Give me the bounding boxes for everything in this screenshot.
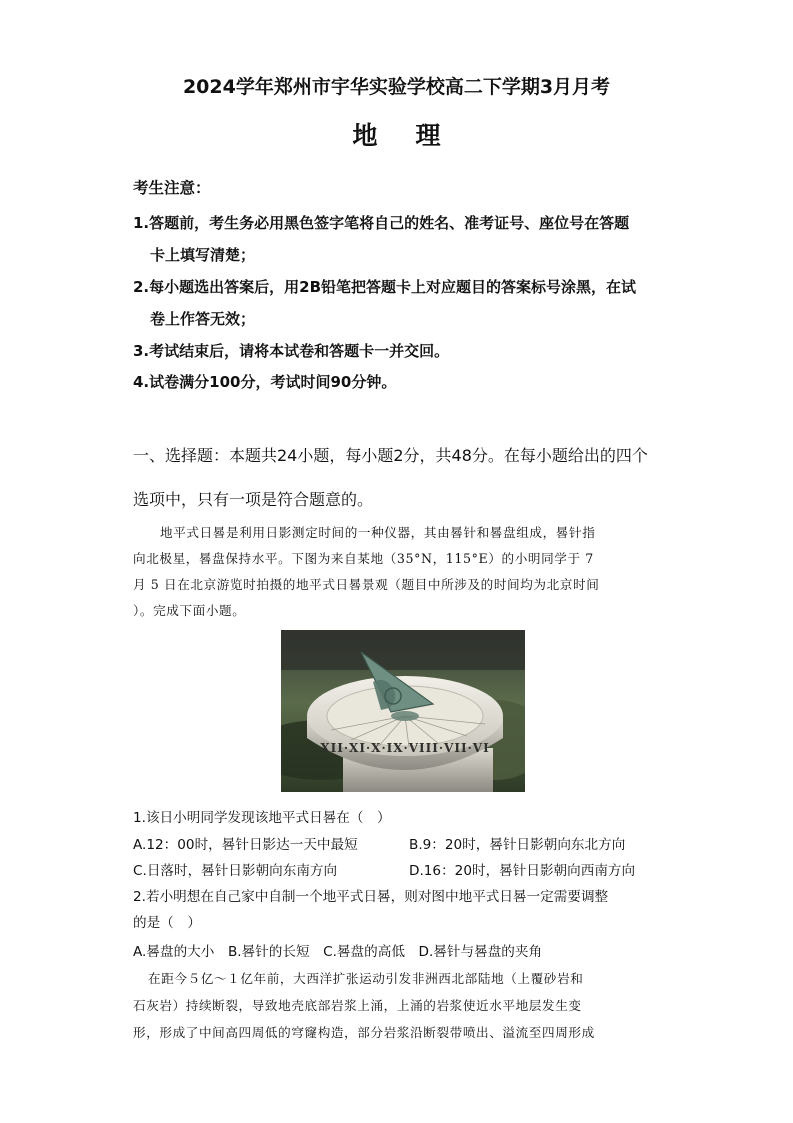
question-2-stem: 2.若小明想在自己家中自制一个地平式日晷，则对图中地平式日晷一定需要调整	[133, 889, 609, 905]
dial-numerals: XII·XI·X·IX·VIII·VII·VI	[320, 741, 490, 755]
section-heading: 一、选择题：本题共24小题，每小题2分，共48分。在每小题给出的四个	[133, 446, 648, 465]
sundial-photo	[281, 630, 525, 792]
notice-line: 1.答题前，考生务必用黑色签字笔将自己的姓名、准考证号、座位号在答题	[133, 214, 630, 232]
question-1-option-b: B.9：20时，晷针日影朝向东北方向	[409, 837, 626, 853]
question-2-stem-cont: 的是（ ）	[133, 915, 201, 931]
question-1-option-a: A.12：00时，晷针日影达一天中最短	[133, 837, 358, 853]
notice-heading: 考生注意：	[133, 179, 211, 197]
sundial-image	[281, 630, 525, 792]
passage-line: 在距今５亿～１亿年前，大西洋扩张运动引发非洲西北部陆地（上覆砂岩和	[148, 971, 584, 986]
passage-line: 月 5 日在北京游览时拍摄的地平式日晷景观（题目中所涉及的时间均为北京时间	[133, 577, 600, 592]
notice-line: 3.考试结束后，请将本试卷和答题卡一并交回。	[133, 342, 450, 360]
question-1-option-c: C.日落时，晷针日影朝向东南方向	[133, 863, 338, 879]
passage-line: 石灰岩）持续断裂，导致地壳底部岩浆上涌，上涌的岩浆使近水平地层发生变	[133, 998, 582, 1013]
passage-line: 地平式日晷是利用日影测定时间的一种仪器，其由晷针和晷盘组成，晷针指	[160, 525, 596, 540]
passage-line: ）。完成下面小题。	[133, 603, 246, 618]
exam-title: 2024学年郑州市宇华实验学校高二下学期3月月考	[182, 76, 611, 98]
question-1-option-d: D.16：20时，晷针日影朝向西南方向	[409, 863, 636, 879]
passage-line: 形，形成了中间高四周低的穹窿构造，部分岩浆沿断裂带喷出、溢流至四周形成	[133, 1025, 595, 1040]
notice-line: 卷上作答无效；	[150, 310, 256, 328]
section-heading-cont: 选项中，只有一项是符合题意的。	[133, 490, 374, 509]
question-1-stem: 1.该日小明同学发现该地平式日晷在（ ）	[133, 810, 391, 826]
subject-title: 地理	[352, 121, 479, 150]
notice-line: 4.试卷满分100分，考试时间90分钟。	[133, 373, 397, 391]
question-2-options: A.晷盘的大小 B.晷针的长短 C.晷盘的高低 D.晷针与晷盘的夹角	[133, 944, 543, 960]
passage-line: 向北极星，晷盘保持水平。下图为来自某地（35°N，115°E）的小明同学于 7	[133, 551, 594, 566]
notice-line: 卡上填写清楚；	[150, 246, 256, 264]
notice-line: 2.每小题选出答案后，用2B铅笔把答题卡上对应题目的答案标号涂黑，在试	[133, 278, 637, 296]
